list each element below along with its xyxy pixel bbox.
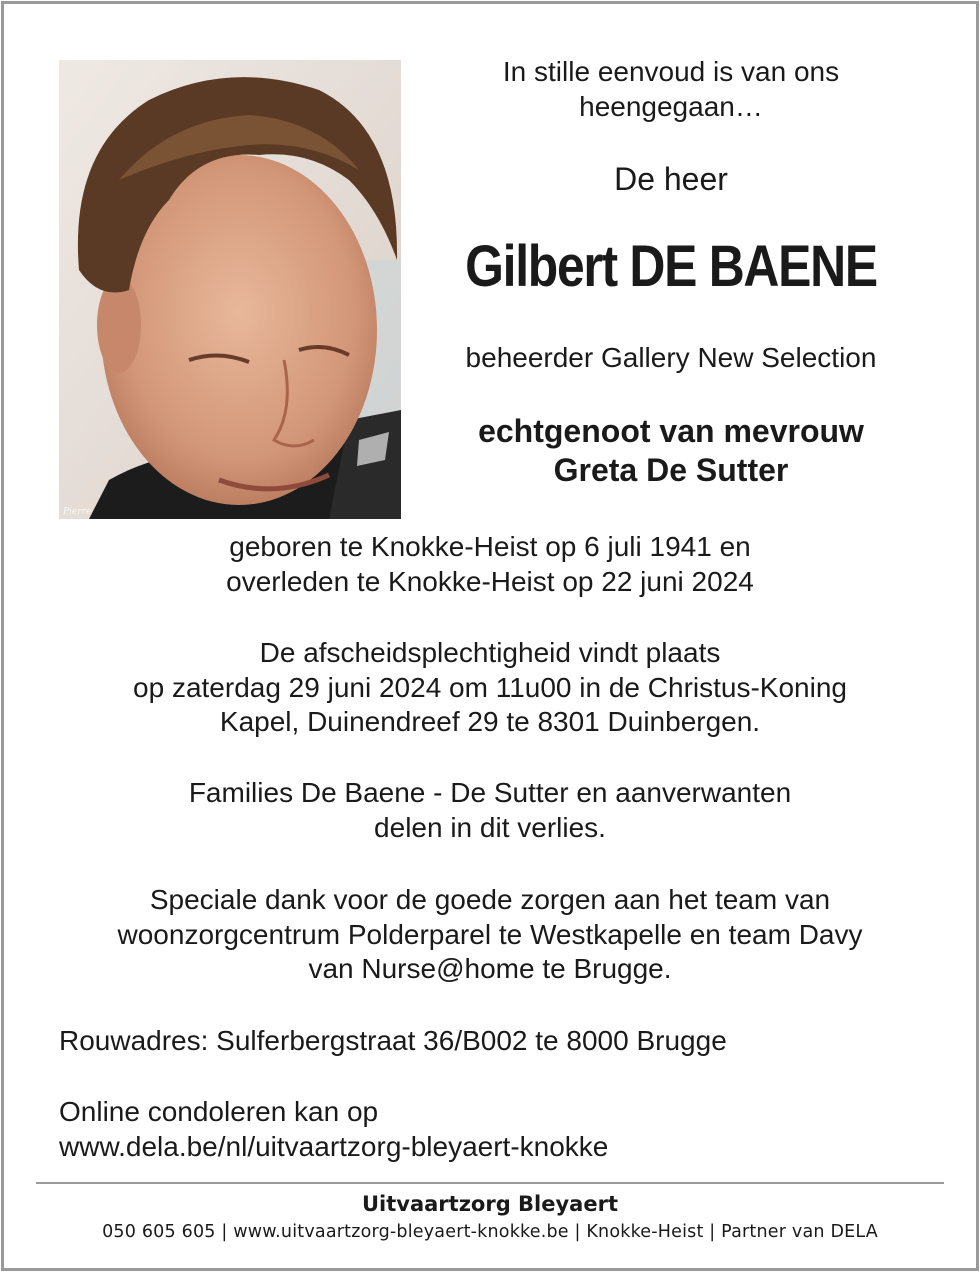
deceased-name: Gilbert DE BAENE	[465, 234, 877, 299]
thanks-line-2: woonzorgcentrum Polderparel te Westkapelle en team Davy	[117, 918, 863, 950]
ceremony-info	[40, 636, 940, 740]
birth-death-dates	[40, 530, 940, 599]
birth-line: geboren te Knokke-Heist op 6 juli 1941 en	[229, 531, 751, 562]
ceremony-line-2: op zaterdag 29 juni 2024 om 11u00 in de Christus-Koning	[133, 671, 847, 703]
families-line-1: Families De Baene - De Sutter en aanverwanten	[188, 777, 792, 808]
photo-signature: Pierre	[63, 507, 92, 517]
intro-text	[420, 54, 922, 124]
ceremony-line-1: De afscheidsplechtigheid vindt plaats	[259, 637, 721, 668]
online-label: Online condoleren kan op	[59, 1096, 379, 1127]
death-line: overleden te Knokke-Heist op 22 juni 2024	[226, 565, 754, 597]
funeral-home-contact: 050 605 605 | www.uitvaartzorg-bleyaert-knokke.be | Knokke-Heist | Partner van DELA	[102, 1222, 878, 1242]
thanks-line-1: Speciale dank voor de goede zorgen aan het team van	[149, 884, 831, 915]
spouse-line-1: echtgenoot van mevrouw	[478, 413, 864, 449]
funeral-home-name: Uitvaartzorg Bleyaert	[361, 1192, 618, 1216]
mourning-address: Rouwadres: Sulferbergstraat 36/B002 te 8000 Brugge	[59, 1025, 727, 1056]
families-text	[40, 776, 940, 845]
intro-line-1: In stille eenvoud is van ons	[502, 56, 840, 87]
online-condolences	[59, 1095, 939, 1164]
deceased-role: beheerder Gallery New Selection	[465, 342, 877, 373]
spouse-line-2: Greta De Sutter	[553, 452, 789, 488]
honorific: De heer	[614, 161, 728, 197]
ceremony-line-3: Kapel, Duinendreef 29 te 8301 Duinbergen.	[219, 706, 761, 737]
condolence-link[interactable]: www.dela.be/nl/uitvaartzorg-bleyaert-knokke	[59, 1130, 609, 1162]
thanks-text	[40, 883, 940, 987]
footer-divider	[36, 1182, 944, 1184]
portrait-photo	[59, 60, 401, 519]
thanks-line-3: van Nurse@home te Brugge.	[308, 953, 672, 984]
families-line-2: delen in dit verlies.	[374, 811, 606, 843]
spouse-text	[420, 412, 922, 490]
intro-line-2: heengegaan…	[579, 91, 763, 122]
